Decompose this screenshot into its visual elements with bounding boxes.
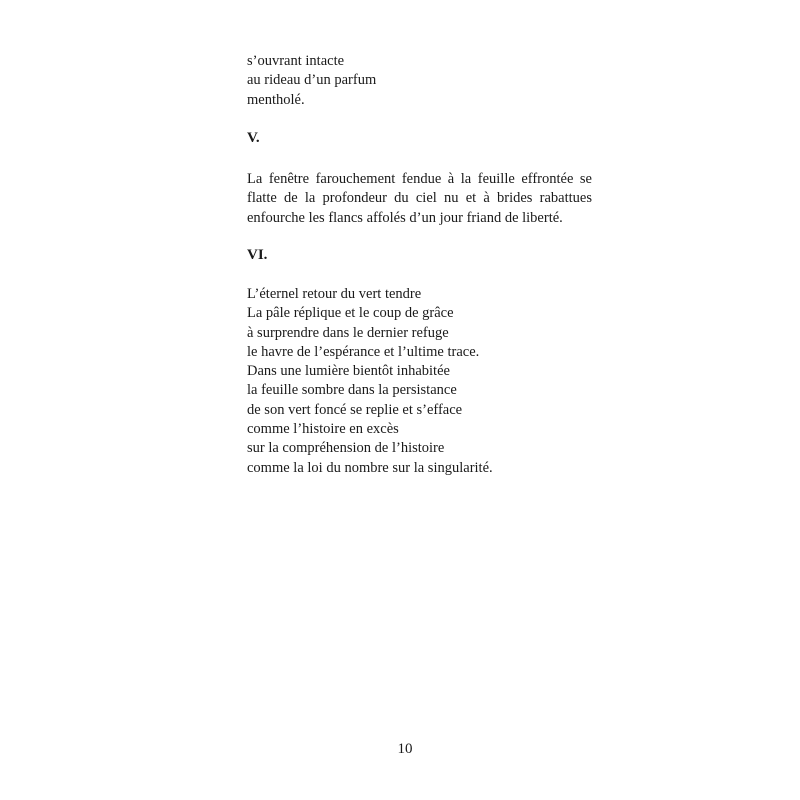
- poem-line: comme la loi du nombre sur la singularité.: [247, 459, 493, 476]
- page-number: 10: [397, 741, 413, 757]
- poem-line: La pâle réplique et le coup de grâce: [247, 305, 454, 322]
- poem-line: sur la compréhension de l’histoire: [247, 440, 445, 457]
- stanza-continuation: [247, 52, 376, 110]
- stanza-v: [247, 170, 592, 228]
- stanza-vi: [247, 285, 493, 478]
- prose-line: enfourche les flancs affolés d’un jour friand de liberté.: [247, 209, 563, 226]
- poem-line: de son vert foncé se replie et s’efface: [247, 401, 463, 418]
- poem-line: le havre de l’espérance et l’ultime trace.: [247, 343, 480, 360]
- poem-line: s’ouvrant intacte: [247, 53, 345, 69]
- prose-line: La fenêtre farouchement fendue à la feuille effrontée se: [247, 171, 592, 187]
- poem-line: mentholé.: [247, 91, 305, 108]
- poem-line: Dans une lumière bientôt inhabitée: [247, 363, 450, 380]
- section-heading-v: V.: [247, 130, 260, 146]
- poem-line: à surprendre dans le dernier refuge: [247, 324, 449, 341]
- prose-line: flatte de la profondeur du ciel nu et à brides rabattues: [247, 190, 592, 207]
- section-heading-vi: VI.: [247, 247, 268, 263]
- poem-line: L’éternel retour du vert tendre: [247, 286, 422, 302]
- poem-line: la feuille sombre dans la persistance: [247, 382, 457, 399]
- poem-line: au rideau d’un parfum: [247, 72, 377, 89]
- poem-line: comme l’histoire en excès: [247, 421, 399, 438]
